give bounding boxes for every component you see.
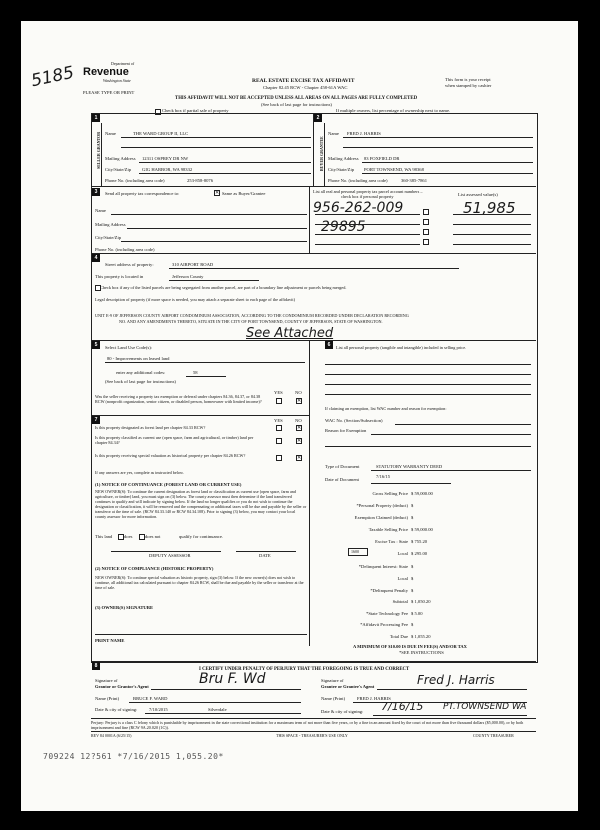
delinquent-penalty-label: *Delinquent Penalty xyxy=(370,588,408,593)
handwritten-file-number: 5185 xyxy=(29,62,76,92)
grantor-sig-label-2: Grantor or Grantor's Agent xyxy=(95,684,149,689)
section-3-number: 3 xyxy=(92,188,100,196)
seller-city: GIG HARBOR, WA 98332 xyxy=(142,167,193,172)
buyer-name: FRED J. HARRIS xyxy=(347,131,381,136)
land-use-code[interactable]: 80 - Improvements on leased land xyxy=(107,356,170,361)
q1-no-checkbox[interactable]: ✕ xyxy=(297,398,302,404)
does-label: does xyxy=(124,534,133,539)
doc-type: STATUTORY WARRANTY DEED xyxy=(376,464,443,469)
section-6-number: 6 xyxy=(325,341,333,349)
q1-text: Was the seller receiving a property tax exemption or deferral under chapters 84.36, 84.37, or 84.38 RCW (nonprofit organization, senior citizen, or disabled person, homeowner with limited income)? xyxy=(95,394,262,404)
deputy-date-label: DATE xyxy=(259,553,271,558)
doc-date-label: Date of Document xyxy=(325,477,359,482)
affidavit-fee-label: *Affidavit Processing Fee xyxy=(360,622,408,627)
owner-signature-label: (3) OWNER(S) SIGNATURE xyxy=(95,605,154,610)
seller-mailing: 12311 OSPREY DR NW xyxy=(142,156,189,161)
form-revision: REV 84 0001A (6/25/15) xyxy=(91,733,132,738)
personal-property-label: List all personal property (tangible and intangible) included in selling price. xyxy=(336,345,467,350)
grantor-date: 7/10/2015 xyxy=(149,707,168,712)
tech-fee-value: $ 5.00 xyxy=(411,611,423,616)
grantor-city: Silverdale xyxy=(208,707,227,712)
land-use-label: Select Land Use Code(s): xyxy=(105,345,153,350)
gross-value: $ 59,000.00 xyxy=(411,491,433,496)
street-label: Street address of property: xyxy=(105,262,154,267)
subtotal-value: $ 1,050.20 xyxy=(411,599,431,604)
buyer-phone: 360-385-7861 xyxy=(401,178,428,183)
form-title: REAL ESTATE EXCISE TAX AFFIDAVIT xyxy=(252,78,355,84)
buyer-mailing-label: Mailing Address xyxy=(328,156,359,161)
personal-deduct-label: *Personal Property (deduct) xyxy=(356,503,408,508)
q1-yes-checkbox[interactable] xyxy=(276,398,282,404)
located-county: Jefferson County xyxy=(172,274,204,279)
personal-deduct-value: $ xyxy=(411,503,414,508)
q2-text: Is this property designated as forest land per chapter 84.33 RCW? xyxy=(95,425,206,430)
perjury-notice: Perjury: Perjury is a class C felony which is punishable by imprisonment in the state correctional institution for a maximum term of not more than five years, or by a fine in an amount fixed by the court of not more than five thousand dollars ($5,000.00), or by both imprisonment and fine (RCW 9A.20.020 (1C)). xyxy=(91,720,524,730)
seller-city-label: City/State/Zip xyxy=(105,167,132,172)
subtotal-label: Subtotal xyxy=(392,599,408,604)
section-4-number: 4 xyxy=(92,254,100,262)
buyer-city: PORT TOWNSEND, WA 98368 xyxy=(364,167,424,172)
county-treasurer-label: COUNTY TREASURER xyxy=(473,733,514,738)
parcel-header-1: List all real and personal property tax parcel account numbers – xyxy=(313,189,423,194)
assessed-value-label: List assessed value(s) xyxy=(458,192,498,197)
partial-sale-label: Check box if partial sale of property xyxy=(162,108,229,113)
excise-state-label: Excise Tax : State xyxy=(375,539,408,544)
buyer-phone-label: Phone No. (including area code) xyxy=(328,178,388,183)
q3-yes-checkbox[interactable] xyxy=(276,438,282,444)
see-back-note: (See back of last page for instructions) xyxy=(261,102,332,107)
dor-logo: Department of Revenue Washington State xyxy=(83,61,135,83)
grantor-signature: Bru F. Wd xyxy=(199,671,266,687)
located-label: This property is located in xyxy=(95,274,144,279)
grantor-name-label: Name (Print) xyxy=(95,696,120,701)
send-correspondence-label: Send all property tax correspondence to: xyxy=(105,191,180,196)
gross-label: Gross Selling Price xyxy=(372,491,408,496)
street-address: 310 AIRPORT ROAD xyxy=(172,262,214,267)
personal-property-checkbox-3[interactable] xyxy=(423,229,429,235)
exemption-label: If claiming an exemption, list WAC number and reason for exemption: xyxy=(325,406,447,411)
handwritten-entry-number: 29895 xyxy=(321,219,366,235)
doc-date: 7/16/15 xyxy=(376,474,391,479)
parcel-header-2: check box if personal property xyxy=(341,194,394,199)
seller-name: THE WARD GROUP II, LLC xyxy=(133,131,189,136)
total-due-label: Total Due xyxy=(389,634,408,639)
grantee-date-handwritten: 7/16/15 xyxy=(381,700,424,713)
historic-text: NEW OWNER(S): To continue special valuation as historic property, sign (3) below. If the new owner(s) does not wish to continue, all additional tax calculated pursuant to chapter 84.26 RCW, shall be due and payable by the seller or transferor at the time of sale. xyxy=(95,575,304,590)
seller-mailing-label: Mailing Address xyxy=(105,156,136,161)
corr-name-label: Name xyxy=(95,208,106,213)
q4-text: Is this property receiving special valuation as historical property per chapter 84.26 RCW? xyxy=(95,453,246,458)
multiple-owners-note: If multiple owners, list percentage of ownership next to name. xyxy=(336,108,451,113)
buyer-name-label: Name xyxy=(328,131,339,136)
grantee-sig-label-1: Signature of xyxy=(321,678,344,683)
print-name-label: PRINT NAME xyxy=(95,638,125,643)
see-instructions: *SEE INSTRUCTIONS xyxy=(399,650,444,655)
buyer-city-label: City/State/Zip xyxy=(328,167,355,172)
no-header-1: NO xyxy=(295,390,302,395)
handwritten-assessed-value: 51,985 xyxy=(463,199,516,217)
corr-phone-label: Phone No. (including area code) xyxy=(95,247,155,252)
cashier-stamp: 709224 12?561 *7/16/2015 1,055.20* xyxy=(43,752,224,761)
delinquent-interest-label: *Delinquent Interest: State xyxy=(358,564,408,569)
q2-yes-checkbox[interactable] xyxy=(276,425,282,431)
q3-no-checkbox[interactable]: ✕ xyxy=(297,438,302,444)
minimum-fee-note: A MINIMUM OF $10.00 IS DUE IN FEE(S) AND/OR TAX xyxy=(353,644,467,649)
seller-side-label: SELLER GRANTOR xyxy=(96,131,101,169)
receipt-note-1: This form is your receipt xyxy=(445,77,491,82)
section-5-number: 5 xyxy=(92,341,100,349)
tech-fee-label: *State Technology Fee xyxy=(366,611,408,616)
continuance-text: NEW OWNER(S): To continue the current designation as forest land or classification as current use (open space, farm and agriculture, or timber) land, you must sign on (3) below. The county assessor must then determine if the land transferred continues to qualify and will indicate by signing below. If the land no longer qualifies or you do not wish to continue the designation or classification, it will be removed and the compensating or additional taxes will be due and payable by the seller or transferor at the time of sale. (RCW 84.33.140 or RCW 84.34.108). Prior to signing (3) below, you may contact your local county assessor for more information. xyxy=(95,489,307,519)
same-as-buyer-checkbox[interactable]: ✕ xyxy=(215,190,220,196)
corr-mailing-label: Mailing Address xyxy=(95,222,126,227)
delinquent-local-label: Local xyxy=(397,576,408,581)
land-use-see-back: (See back of last page for instructions) xyxy=(105,379,176,384)
additional-codes-label: enter any additional codes: xyxy=(116,370,166,375)
taxable-value: $ 59,000.00 xyxy=(411,527,433,532)
corr-city-label: City/State/Zip xyxy=(95,235,122,240)
section-1-number: 1 xyxy=(92,114,100,122)
grantee-date-label: Date & city of signing: xyxy=(321,709,364,714)
grantor-name: BRUCE F. WARD xyxy=(133,696,168,701)
seller-phone-label: Phone No. (including area code) xyxy=(105,178,165,183)
local-code: 1600 xyxy=(351,549,359,554)
legal-text-2: NO. AND ANY AMENDMENTS THERETO, SITUATE IN THE CITY OF PORT TOWNSEND, COUNTY OF JEFFERSON, STATE OF WASHINGTON. xyxy=(119,319,383,324)
total-due-value: $ 1,055.20 xyxy=(411,634,431,639)
any-yes-note: If any answers are yes, complete as instructed below. xyxy=(95,470,184,475)
does-not-label: does not xyxy=(145,534,161,539)
yes-header-2: YES xyxy=(274,418,283,423)
deputy-assessor-label: DEPUTY ASSESSOR xyxy=(149,553,191,558)
grantor-sig-label-1: Signature of xyxy=(95,678,118,683)
personal-property-checkbox-4[interactable] xyxy=(423,239,429,245)
this-land-label: This land xyxy=(95,534,113,539)
yes-header-1: YES xyxy=(274,390,283,395)
buyer-mailing: 83 FOXFIELD DR xyxy=(364,156,400,161)
seller-name-label: Name xyxy=(105,131,116,136)
historic-title: (2) NOTICE OF COMPLIANCE (HISTORIC PROPERTY) xyxy=(95,566,214,571)
additional-code[interactable]: 58 xyxy=(193,370,198,375)
doc-type-label: Type of Document xyxy=(325,464,360,469)
section-8-number: 8 xyxy=(92,662,100,670)
certify-statement: I CERTIFY UNDER PENALTY OF PERJURY THAT THE FOREGOING IS TRUE AND CORRECT xyxy=(199,667,410,672)
continuance-title: (1) NOTICE OF CONTINUANCE (FOREST LAND OR CURRENT USE) xyxy=(95,482,242,487)
local-value: $ 295.00 xyxy=(411,551,428,556)
affidavit-page: 5185 Department of Revenue Washington State PLEASE TYPE OR PRINT REAL ESTATE EXCISE TAX AFFIDAVIT Chapter 82.45 RCW - Chapter 458-61A WAC This form is your receipt when stamped by cashier THIS AFFIDAVIT WILL NOT BE ACCEPTED UNLESS ALL AREAS ON ALL PAGES ARE FULLY COMPLETED (See back of last page for instructions) Check box if partial sale of property If multiple owners, list percentage of ownership next to name. 1 SELLER GRANTOR Name THE WARD GROUP II, LLC Mailing Address 12311 OSPREY DR NW City/State/Zip GIG HARBOR, WA 98332 Phone No. (including area code) 253-858-8076 2 BUYER GRANTEE Name FRED J. HARRIS Mailing Address 83 FOXFIELD DR City/State/Zip PORT TOWNSEND, WA 98368 Phone No. (including area code) 360-385-7861 3 Send all property tax correspondence to: ✕ Same as Buyer/Grantee Name Mailing Address City/State/Zip Phone No. (including area code) List all real and personal property tax parcel account numbers – check box if personal property List assessed value(s) 956-262-009 29895 51,985 4 Street address of property: 310 AIRPORT ROAD This property is located in Jefferson County Check box if any of the listed parcels are being segregated from another parcel, are part of a boundary line adjustment or parcels being merged. Legal description of property (if more space is needed, you may attach a separate sheet to each page of the affidavit) UNIT E-9 OF JEFFERSON COUNTY AIRPORT CONDOMINIUM ASSOCIATION, ACCORDING TO THE CONDOMINIUM RECORDED UNDER DECLARATION RECORDING NO. AND ANY AMENDMENTS THERETO, SITUATE IN THE CITY OF PORT TOWNSEND, COUNTY OF JEFFERSON, STATE OF WASHINGTON. See Attached 5 Select Land Use Code(s): 80 - Improvements on leased land enter any additional codes: 58 (See back of last page for instructions) YES NO Was the seller receiving a property tax exemption or deferral under chapters 84.36, 84.37, or 84.38 RCW (nonprofit organization, senior citizen, or disabled person, homeowner with limited income)? ✕ 7 YES NO Is this property designated as forest land per chapter 84.33 RCW? ✕ Is this property classified as current use (open space, farm and agricultural, or timber) land per chapter 84.34? ✕ Is this property receiving special valuation as historical property per chapter 84.26 RCW? ✕ If any answers are yes, complete as instructed below. (1) NOTICE OF CONTINUANCE (FOREST LAND OR CURRENT USE) NEW OWNER(S): To continue the current designation as forest land or classification as current use (open space, farm and agriculture, or timber) land, you must sign on (3) below. The county assessor must then determine if the land transferred continues to qualify and will indicate by signing below. If the land no longer qualifies or you do not wish to continue the designation or classification, it will be removed and the compensating or additional taxes will be due and payable by the seller or transferor at the time of sale. (RCW 84.33.140 or RCW 84.34.108). Prior to signing (3) below, you may contact your local county assessor for more information. This land does does not qualify for continuance. DEPUTY ASSESSOR DATE (2) NOTICE OF COMPLIANCE (HISTORIC PROPERTY) NEW OWNER(S): To continue special valuation as historic property, sign (3) below. If the new owner(s) does not wish to continue, all additional tax calculated pursuant to chapter 84.26 RCW, shall be due and payable by the seller or transferor at the time of sale. (3) OWNER(S) SIGNATURE PRINT NAME 6 List all personal property (tangible and intangible) included in selling price. If claiming an exemption, list WAC number and reason for exemption: WAC No. (Section/Subsection) Reason for Exemption Type of Document STATUTORY WARRANTY DEED Date of Document 7/16/15 Gross Selling Price $ 59,000.00 *Personal Property (deduct) $ Exemption Claimed (deduct) $ Taxable Selling Price $ 59,000.00 Excise Tax : State $ 755.20 1600 Local $ 295.00 *Delinquent Interest: State $ Local $ *Delinquent Penalty $ Subtotal $ 1,050.20 *State Technology Fee $ 5.00 *Affidavit Processing Fee $ Total Due $ 1,055.20 A MINIMUM OF $10.00 IS DUE IN FEE(S) AND/OR TAX *SEE INSTRUCTIONS 8 I CERTIFY UNDER PENALTY OF PERJURY THAT THE FOREGOING IS TRUE AND CORRECT Signature of Grantor or Grantor's Agent Bru F. Wd Name (Print) BRUCE F. WARD Date & city of signing: 7/10/2015 Silverdale Signature of Grantee or Grantee's Agent Fred J. Harris Name (Print) FRED J. HARRIS Date & city of signing: 7/16/15 PT.TOWNSEND WA Perjury: Perjury is a class C felony which is punishable by imprisonment in the state correctional institution for a maximum term of not more than five years, or by a fine in an amount fixed by the court of not more than five thousand dollars ($5,000.00), or by both imprisonment and fine (RCW 9A.20.020 (1C)). REV 84 0001A (6/25/15) THIS SPACE - TREASURER'S USE ONLY COUNTY TREASURER 709224 12?561 *7/16/2015 1,055.20* xyxy=(21,21,578,811)
buyer-side-label: BUYER GRANTEE xyxy=(319,136,324,171)
grantee-signature: Fred J. Harris xyxy=(417,673,495,687)
local-label: Local xyxy=(397,551,408,556)
q4-yes-checkbox[interactable] xyxy=(276,455,282,461)
grantee-name-label: Name (Print) xyxy=(321,696,346,701)
treasurer-use-note: THIS SPACE - TREASURER'S USE ONLY xyxy=(276,733,348,738)
print-note: PLEASE TYPE OR PRINT xyxy=(83,90,135,95)
personal-property-checkbox-2[interactable] xyxy=(423,219,429,225)
handwritten-see-attached: See Attached xyxy=(246,326,334,341)
form-subtitle: Chapter 82.45 RCW - Chapter 458-61A WAC xyxy=(263,85,348,90)
wac-label: WAC No. (Section/Subsection) xyxy=(325,418,383,423)
grantee-name: FRED J. HARRIS xyxy=(357,696,391,701)
handwritten-parcel-number: 956-262-009 xyxy=(313,200,404,216)
grantor-date-label: Date & city of signing: xyxy=(95,707,138,712)
legal-text-1: UNIT E-9 OF JEFFERSON COUNTY AIRPORT CONDOMINIUM ASSOCIATION, ACCORDING TO THE CONDOMINIUM RECORDED UNDER DECLARATION RECORDING xyxy=(95,313,409,318)
q2-no-checkbox[interactable]: ✕ xyxy=(297,425,302,431)
exemption-deduct-label: Exemption Claimed (deduct) xyxy=(354,515,408,520)
grantee-city-handwritten: PT.TOWNSEND WA xyxy=(443,702,527,712)
delinquent-local-value: $ xyxy=(411,576,414,581)
exemption-deduct-value: $ xyxy=(411,515,414,520)
delinquent-penalty-value: $ xyxy=(411,588,414,593)
qualify-label: qualify for continuance. xyxy=(179,534,224,539)
delinquent-interest-value: $ xyxy=(411,564,414,569)
receipt-note-2: when stamped by cashier xyxy=(445,83,492,88)
personal-property-checkbox-1[interactable] xyxy=(423,209,429,215)
taxable-label: Taxable Selling Price xyxy=(368,527,408,532)
completion-warning: THIS AFFIDAVIT WILL NOT BE ACCEPTED UNLESS ALL AREAS ON ALL PAGES ARE FULLY COMPLETED xyxy=(175,96,418,101)
reason-label: Reason for Exemption xyxy=(325,428,367,433)
seller-phone: 253-858-8076 xyxy=(187,178,214,183)
same-as-buyer-label: Same as Buyer/Grantee xyxy=(222,191,266,196)
no-header-2: NO xyxy=(295,418,302,423)
section-2-number: 2 xyxy=(314,114,322,122)
legal-description-label: Legal description of property (if more space is needed, you may attach a separate sheet to each page of the affidavit) xyxy=(95,297,295,302)
excise-state-value: $ 755.20 xyxy=(411,539,428,544)
q4-no-checkbox[interactable]: ✕ xyxy=(297,455,302,461)
grantee-sig-label-2: Grantee or Grantee's Agent xyxy=(321,684,375,689)
affidavit-fee-value: $ xyxy=(411,622,414,627)
q3-text: Is this property classified as current use (open space, farm and agricultural, or timber) land per chapter 84.34? xyxy=(95,435,254,445)
segregated-label: Check box if any of the listed parcels are being segregated from another parcel, are part of a boundary line adjustment or parcels being merged. xyxy=(100,285,347,290)
